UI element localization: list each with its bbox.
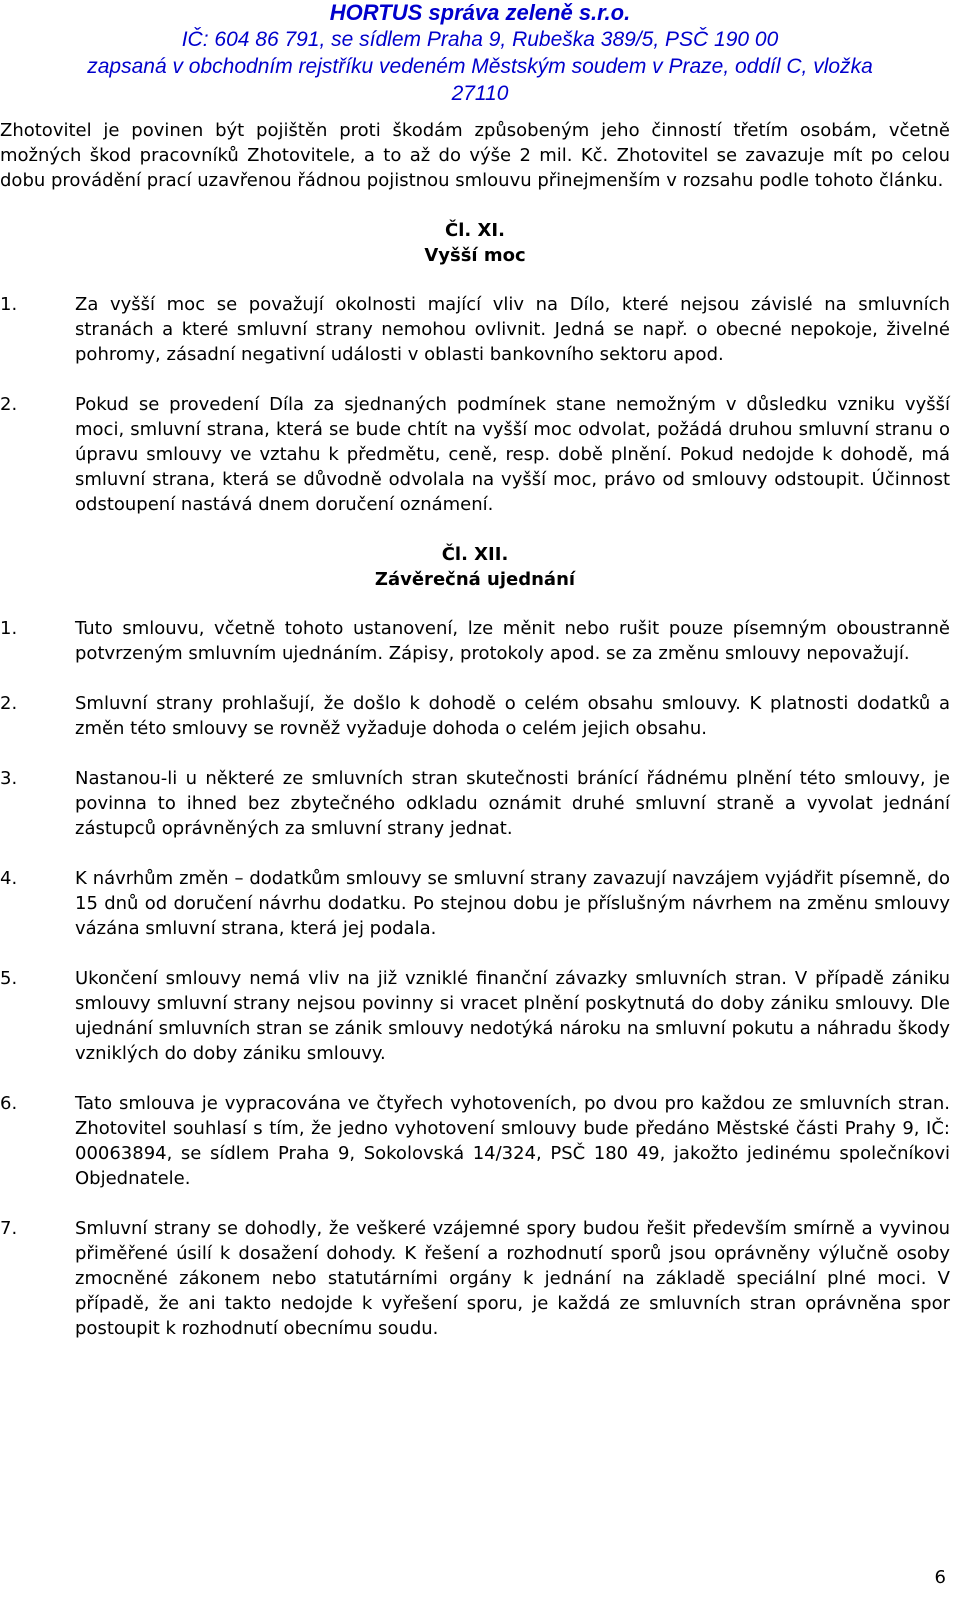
article-xii-item: [0, 691, 950, 741]
article-xii-item: [0, 966, 950, 1066]
document-header: [0, 0, 960, 107]
item-number: 7.: [0, 1218, 18, 1239]
article-xi-title: Vyšší moc: [424, 245, 526, 266]
article-xii-item: [0, 616, 950, 666]
page-number: 6: [934, 1567, 946, 1588]
insurance-paragraph: Zhotovitel je povinen být pojištěn proti škodám způsobeným jeho činností třetím osobám, včetně možných škod pracovníků Zhotovitele, a to až do výše 2 mil. Kč. Zhotovitel se zavazuje mít po celou dobu provádění prací uzavřenou řádnou pojistnou smlouvu přinejmenším v rozsahu podle tohoto článku.: [0, 120, 950, 191]
item-number: 3.: [0, 768, 18, 789]
item-text: Pokud se provedení Díla za sjednaných podmínek stane nemožným v důsledku vzniku vyšší moci, smluvní strana, která se bude chtít na vyšší moc odvolat, požádá druhou smluvní stranu o úpravu smlouvy ve vztahu k předmětu, ceně, resp. době plnění. Pokud nedojde k dohodě, má smluvní strana, která se důvodně odvolala na vyšší moc, právo od smlouvy odstoupit. Účinnost odstoupení nastává dnem doručení oznámení.: [75, 394, 950, 515]
item-number: 2.: [0, 394, 18, 415]
article-xii-title: Závěrečná ujednání: [374, 569, 576, 590]
item-text: Za vyšší moc se považují okolnosti mající vliv na Dílo, které nejsou závislé na smluvních stranách a které smluvní strany nemohou ovlivnit. Jedná se např. o obecné nepokoje, živelné pohromy, zásadní negativní události v oblasti bankovního sektoru apod.: [75, 294, 950, 365]
item-number: 6.: [0, 1093, 18, 1114]
item-text: Nastanou-li u některé ze smluvních stran skutečnosti bránící řádnému plnění této smlouvy, je povinna to ihned bez zbytečného odkladu oznámit druhé smluvní straně a vyvolat jednání zástupců oprávněných za smluvní strany jednat.: [75, 768, 950, 839]
item-number: 1.: [0, 618, 18, 639]
item-text: Ukončení smlouvy nemá vliv na již vzniklé finanční závazky smluvních stran. V případě zániku smlouvy smluvní strany nejsou povinny si vracet plnění poskytnutá do doby zániku smlouvy. Dle ujednání smluvních stran se zánik smlouvy nedotýká nároku na smluvní pokutu a náhradu škody vzniklých do doby zániku smlouvy.: [75, 968, 950, 1064]
article-xii-item: [0, 1216, 950, 1341]
article-xi-item: [0, 292, 950, 367]
item-text: K návrhům změn – dodatkům smlouvy se smluvní strany zavazují navzájem vyjádřit písemně, do 15 dnů od doručení návrhu dodatku. Po stejnou dobu je příslušným návrhem na změnu smlouvy vázána smluvní strana, která jej podala.: [75, 868, 950, 939]
article-xi-number: Čl. XI.: [445, 220, 505, 241]
registry-number: 27110: [451, 82, 509, 105]
article-xii-item: [0, 866, 950, 941]
document-body: [0, 118, 950, 1341]
registry-line: zapsaná v obchodním rejstříku vedeném Městským soudem v Praze, oddíl C, vložka: [87, 55, 873, 78]
article-xii-item: [0, 766, 950, 841]
company-name: HORTUS správa zeleně s.r.o.: [329, 0, 631, 25]
item-number: 4.: [0, 868, 18, 889]
article-xii-item: [0, 1091, 950, 1191]
item-number: 5.: [0, 968, 18, 989]
item-text: Tato smlouva je vypracována ve čtyřech vyhotoveních, po dvou pro každou ze smluvních stran. Zhotovitel souhlasí s tím, že jedno vyhotovení smlouvy bude předáno Městské části Prahy 9, IČ: 00063894, se sídlem Praha 9, Sokolovská 14/324, PSČ 180 49, jakožto jedinému společníkovi Objednatele.: [75, 1093, 950, 1189]
item-text: Smluvní strany prohlašují, že došlo k dohodě o celém obsahu smlouvy. K platnosti dodatků a změn této smlouvy se rovněž vyžaduje dohoda o celém jejich obsahu.: [75, 693, 950, 739]
item-text: Tuto smlouvu, včetně tohoto ustanovení, lze měnit nebo rušit pouze písemným oboustranně potvrzeným smluvním ujednáním. Zápisy, protokoly apod. se za změnu smlouvy nepovažují.: [75, 618, 950, 664]
company-id-line: IČ: 604 86 791, se sídlem Praha 9, Rubeška 389/5, PSČ 190 00: [181, 28, 779, 51]
item-text: Smluvní strany se dohodly, že veškeré vzájemné spory budou řešit především smírně a vyvinou přiměřené úsilí k dosažení dohody. K řešení a rozhodnutí sporů jsou oprávněny výlučně osoby zmocněné zákonem nebo statutárními orgány k jednání na základě speciální plné moci. V případě, že ani takto nedojde k vyřešení sporu, je každá ze smluvních stran oprávněna spor postoupit k rozhodnutí obecnímu soudu.: [75, 1218, 950, 1339]
item-number: 1.: [0, 294, 18, 315]
article-xi-item: [0, 392, 950, 517]
article-xii-number: Čl. XII.: [441, 544, 509, 565]
item-number: 2.: [0, 693, 18, 714]
